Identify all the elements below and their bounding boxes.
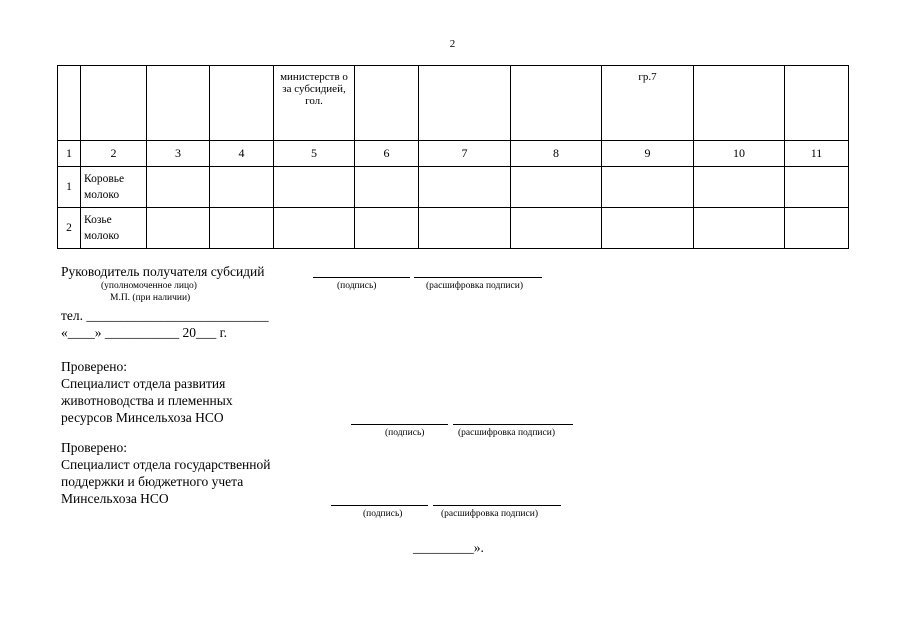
header-cell — [511, 66, 602, 141]
checked-position: Специалист отдела государственной — [61, 457, 271, 472]
table-row — [58, 208, 849, 249]
decoding-line — [414, 277, 542, 278]
table-cell — [355, 167, 419, 208]
column-number: 6 — [355, 141, 419, 167]
table-cell — [210, 208, 274, 249]
table-cell: Козье молоко — [81, 208, 147, 249]
checked-position: Специалист отдела развития — [61, 376, 226, 391]
table-cell — [210, 167, 274, 208]
phone-line: тел. ___________________________ — [61, 308, 269, 323]
signature-line — [313, 277, 410, 278]
header-cell — [58, 66, 81, 141]
date-line: «____» ___________ 20___ г. — [61, 325, 228, 340]
page-number: 2 — [449, 38, 456, 50]
header-cell — [147, 66, 210, 141]
checked-position: животноводства и племенных — [61, 393, 233, 408]
checked-title: Проверено: — [61, 359, 128, 374]
column-number: 2 — [81, 141, 147, 167]
table-cell: 2 — [58, 208, 81, 249]
table-cell — [694, 167, 785, 208]
decoding-line — [453, 424, 573, 425]
table-cell — [511, 208, 602, 249]
column-number-row — [58, 141, 849, 167]
column-number: 1 — [58, 141, 81, 167]
table-cell — [785, 208, 849, 249]
table-header-row — [58, 66, 849, 141]
decoding-line — [433, 505, 561, 506]
table-cell: 1 — [58, 167, 81, 208]
checked-position: поддержки и бюджетного учета — [61, 474, 244, 489]
table-cell — [147, 167, 210, 208]
decoding-caption: (расшифровка подписи) — [441, 509, 538, 519]
table-cell — [147, 208, 210, 249]
header-cell — [81, 66, 147, 141]
decoding-caption: (расшифровка подписи) — [426, 281, 523, 291]
header-cell — [785, 66, 849, 141]
table-cell — [511, 167, 602, 208]
column-number: 11 — [785, 141, 849, 167]
table-cell — [274, 208, 355, 249]
header-cell: министерств о за субсидией, гол. — [274, 66, 355, 141]
head-sub: (уполномоченное лицо) — [101, 281, 197, 291]
table-row — [58, 167, 849, 208]
signature-line — [351, 424, 448, 425]
stamp-note: М.П. (при наличии) — [110, 293, 191, 303]
checked-position: ресурсов Минсельхоза НСО — [61, 410, 224, 425]
table-cell — [694, 208, 785, 249]
header-cell: гр.7 — [602, 66, 694, 141]
signature-caption: (подпись) — [385, 428, 425, 438]
table-cell — [785, 167, 849, 208]
column-number: 3 — [147, 141, 210, 167]
signature-line — [331, 505, 428, 506]
head-label: Руководитель получателя субсидий — [61, 264, 265, 279]
header-cell — [694, 66, 785, 141]
table-cell — [355, 208, 419, 249]
column-number: 5 — [274, 141, 355, 167]
signature-caption: (подпись) — [363, 509, 403, 519]
closing-mark: _________». — [413, 540, 484, 555]
header-cell — [210, 66, 274, 141]
column-number: 9 — [602, 141, 694, 167]
subsidy-table — [57, 65, 849, 249]
table-cell — [602, 167, 694, 208]
header-cell — [355, 66, 419, 141]
header-cell — [419, 66, 511, 141]
decoding-caption: (расшифровка подписи) — [458, 428, 555, 438]
table-cell — [602, 208, 694, 249]
table-cell — [419, 208, 511, 249]
table-cell: Коровье молоко — [81, 167, 147, 208]
checked-position: Минсельхоза НСО — [61, 491, 169, 506]
checked-title: Проверено: — [61, 440, 128, 455]
column-number: 8 — [511, 141, 602, 167]
column-number: 7 — [419, 141, 511, 167]
table-cell — [419, 167, 511, 208]
table-cell — [274, 167, 355, 208]
signature-caption: (подпись) — [337, 281, 377, 291]
column-number: 10 — [694, 141, 785, 167]
column-number: 4 — [210, 141, 274, 167]
